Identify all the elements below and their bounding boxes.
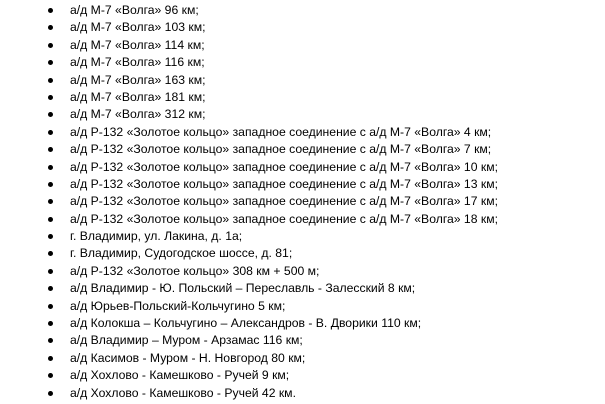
list-item — [47, 298, 597, 315]
list-item — [47, 141, 597, 158]
list-item-text: а/д Юрьев-Польский-Кольчугино 5 км; — [70, 298, 286, 313]
bullet-icon — [48, 165, 53, 170]
list-item — [47, 385, 597, 402]
list-item-text: а/д М-7 «Волга» 181 км; — [70, 89, 206, 104]
list-item — [47, 37, 597, 54]
list-item — [47, 2, 597, 19]
bullet-icon — [48, 269, 53, 274]
list-item-text: а/д Касимов - Муром - Н. Новгород 80 км; — [70, 350, 306, 365]
bullet-icon — [48, 78, 53, 83]
list-item-text: а/д М-7 «Волга» 116 км; — [70, 55, 205, 70]
bullet-icon — [48, 338, 53, 343]
list-item — [47, 106, 597, 123]
list-item — [47, 193, 597, 210]
list-item-text: г. Владимир, ул. Лакина, д. 1а; — [70, 229, 243, 244]
list-item-text: а/д Р-132 «Золотое кольцо» западное соединение с а/д М-7 «Волга» 10 км; — [70, 159, 498, 174]
list-item-text: а/д Р-132 «Золотое кольцо» западное соединение с а/д М-7 «Волга» 18 км; — [70, 211, 498, 226]
list-item-text: а/д Р-132 «Золотое кольцо» западное соединение с а/д М-7 «Волга» 7 км; — [70, 142, 492, 157]
bullet-icon — [48, 25, 53, 30]
list-item-text: а/д М-7 «Волга» 163 км; — [70, 72, 206, 87]
list-item — [47, 124, 597, 141]
bullet-icon — [48, 147, 53, 152]
list-item — [47, 176, 597, 193]
bullet-icon — [48, 199, 53, 204]
list-item-text: а/д М-7 «Волга» 312 км; — [70, 107, 206, 122]
bullet-icon — [48, 182, 53, 187]
bullet-icon — [48, 112, 53, 117]
list-item-text: а/д Р-132 «Золотое кольцо» западное соединение с а/д М-7 «Волга» 4 км; — [70, 124, 492, 139]
list-item — [47, 367, 597, 384]
list-item-text: г. Владимир, Судогодское шоссе, д. 81; — [70, 246, 293, 261]
list-item — [47, 350, 597, 367]
bullet-icon — [48, 373, 53, 378]
list-item — [47, 19, 597, 36]
list-item — [47, 54, 597, 71]
bullet-icon — [48, 391, 53, 396]
bullet-icon — [48, 356, 53, 361]
bullet-icon — [48, 234, 53, 239]
list-item-text: а/д Р-132 «Золотое кольцо» западное соединение с а/д М-7 «Волга» 13 км; — [70, 176, 498, 191]
list-item-text: а/д Владимир - Ю. Польский – Переславль - Залесский 8 км; — [70, 281, 416, 296]
list-item — [47, 89, 597, 106]
list-item-text: а/д М-7 «Волга» 114 км; — [70, 37, 205, 52]
list-item-text: а/д Владимир – Муром - Арзамас 116 км; — [70, 333, 303, 348]
list-item — [47, 228, 597, 245]
bullet-icon — [48, 130, 53, 135]
list-item — [47, 280, 597, 297]
list-item — [47, 245, 597, 262]
bullet-icon — [48, 60, 53, 65]
bullet-icon — [48, 321, 53, 326]
list-item — [47, 332, 597, 349]
list-item — [47, 263, 597, 280]
bullet-icon — [48, 304, 53, 309]
list-item-text: а/д Р-132 «Золотое кольцо» 308 км + 500 м; — [70, 263, 320, 278]
bullet-icon — [48, 251, 53, 256]
bullet-icon — [48, 8, 53, 13]
list-item — [47, 211, 597, 228]
list-item-text: а/д Хохлово - Камешково - Ручей 9 км; — [70, 368, 290, 383]
bullet-icon — [48, 217, 53, 222]
bullet-icon — [48, 286, 53, 291]
list-item-text: а/д М-7 «Волга» 96 км; — [70, 3, 199, 17]
bullet-icon — [48, 95, 53, 100]
bullet-list — [47, 2, 597, 402]
bullet-icon — [48, 43, 53, 48]
list-item-text: а/д Хохлово - Камешково - Ручей 42 км. — [70, 385, 296, 400]
list-item-text: а/д М-7 «Волга» 103 км; — [70, 20, 206, 35]
list-item — [47, 72, 597, 89]
list-item — [47, 315, 597, 332]
list-item-text: а/д Колокша – Кольчугино – Александров - В. Дворики 110 км; — [70, 316, 422, 331]
list-item — [47, 159, 597, 176]
list-item-text: а/д Р-132 «Золотое кольцо» западное соединение с а/д М-7 «Волга» 17 км; — [70, 194, 498, 209]
